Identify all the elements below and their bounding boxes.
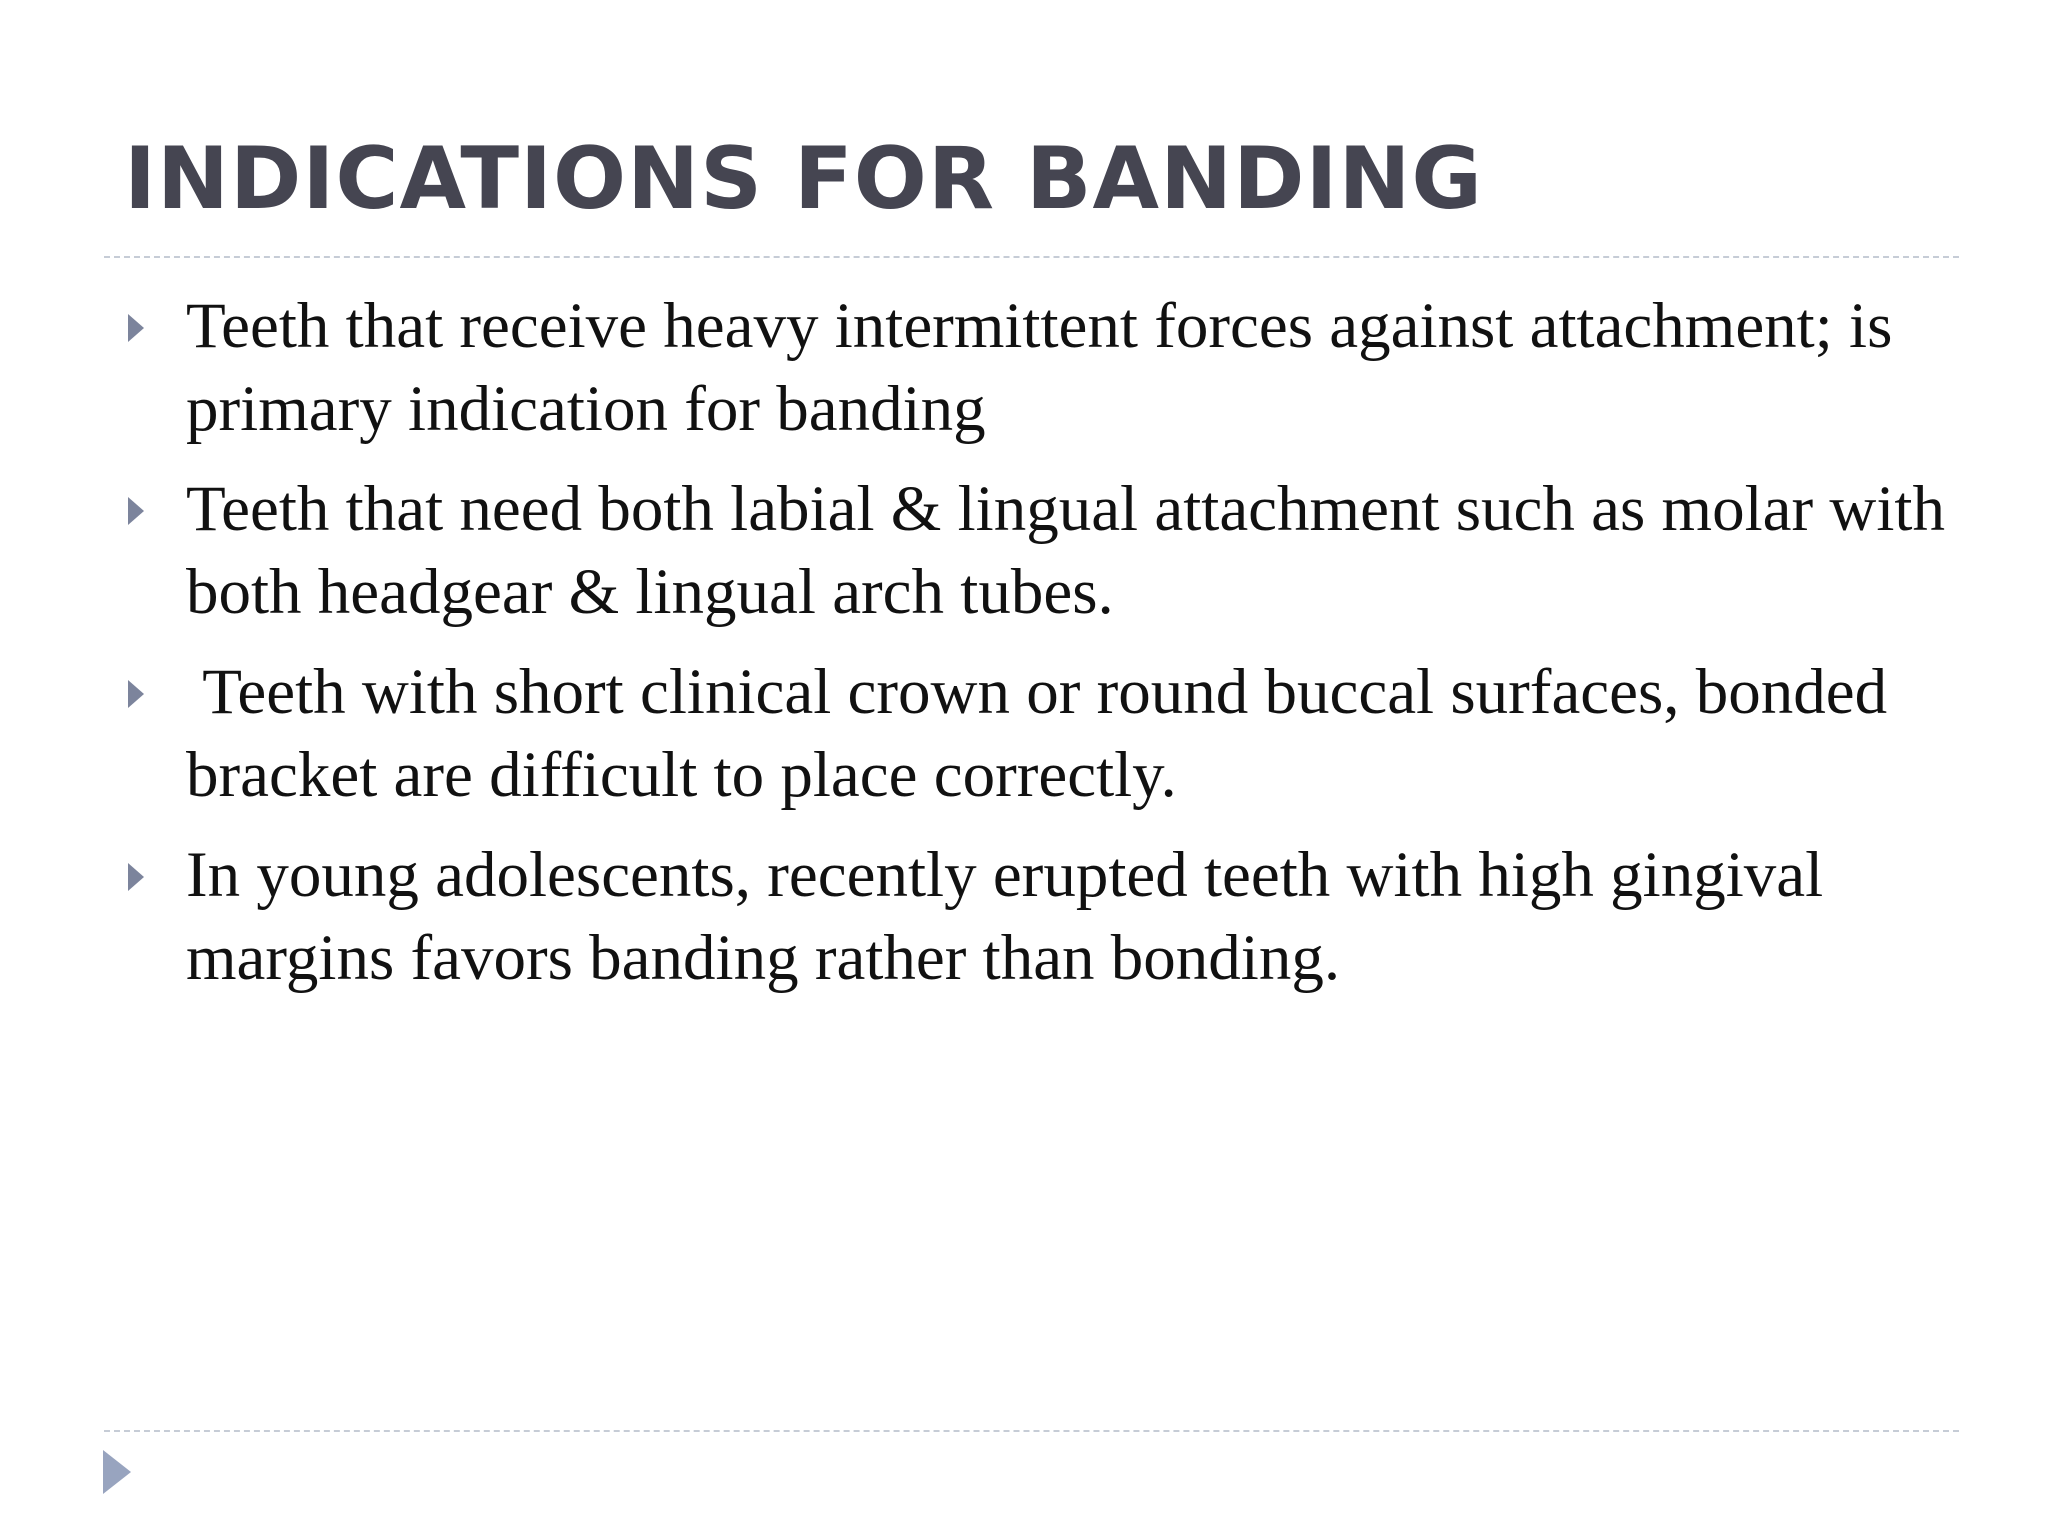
bullet-list (124, 285, 1954, 1017)
footer-divider (104, 1430, 1959, 1432)
bullet-text: Teeth that need both labial & lingual attachment such as molar with both headgear & lingual arch tubes. (186, 473, 1945, 628)
triangle-bullet-icon (128, 680, 144, 708)
bullet-text: Teeth with short clinical crown or round buccal surfaces, bonded bracket are difficult to place correctly. (186, 656, 1904, 811)
bullet-item (124, 651, 1954, 817)
bullet-item (124, 834, 1954, 1000)
bullet-item (124, 285, 1954, 451)
title-divider (104, 256, 1959, 258)
triangle-corner-icon (103, 1450, 131, 1494)
bullet-text: In young adolescents, recently erupted teeth with high gingival margins favors banding rather than bonding. (186, 839, 1824, 994)
triangle-bullet-icon (128, 314, 144, 342)
triangle-bullet-icon (128, 863, 144, 891)
slide-title: INDICATIONS FOR BANDING (124, 129, 1484, 229)
bullet-item (124, 468, 1954, 634)
triangle-bullet-icon (128, 497, 144, 525)
bullet-text: Teeth that receive heavy intermittent forces against attachment; is primary indication for banding (186, 290, 1893, 445)
